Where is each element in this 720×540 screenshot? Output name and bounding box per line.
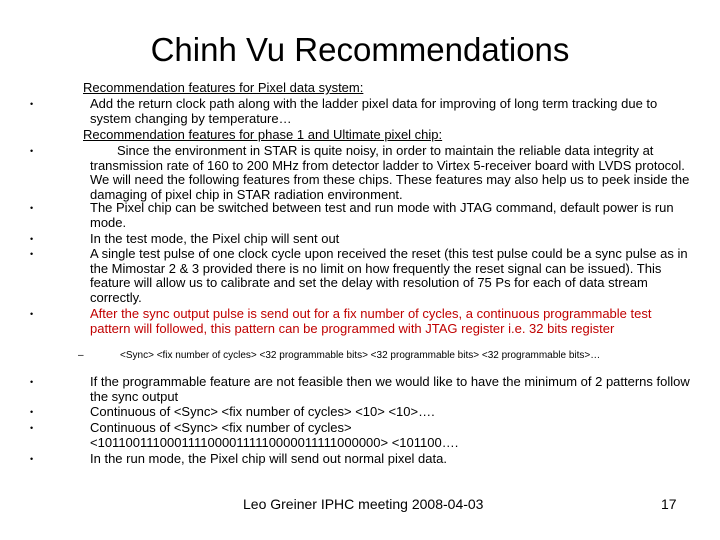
bullet-icon: • [30, 203, 34, 213]
bullet-icon: • [30, 423, 34, 433]
sub-item-text: <Sync> <fix number of cycles> <32 programmable bits> <32 programmable bits> <32 programmable bits>… [120, 350, 601, 361]
bullet-text: Continuous of <Sync> <fix number of cycles> <10110011100011110000111110000011111000000> <101100…. [90, 420, 459, 450]
bullet-icon: • [30, 249, 34, 259]
bullet-text: After the sync output pulse is send out for a fix number of cycles, a continuous programmable test pattern will followed, this pattern can be programmed with JTAG register i.e. 32 bits register [90, 306, 652, 336]
bullet-text: The Pixel chip can be switched between test and run mode with JTAG command, default power is run mode. [90, 200, 674, 230]
section-heading-phase1-chip: Recommendation features for phase 1 and Ultimate pixel chip: [83, 127, 443, 142]
dash-icon: – [78, 350, 84, 361]
bullet-icon: • [30, 309, 34, 319]
bullet-text: A single test pulse of one clock cycle upon received the reset (this test pulse could be a sync pulse as in the Mimostar 2 & 3 provided there is no limit on how frequently the reset signal can be issued). This feature will allow us to calibrate and set the delay with resolution of 75 Ps for each of data stream correctly. [90, 246, 688, 305]
bullet-text: In the run mode, the Pixel chip will send out normal pixel data. [90, 451, 447, 466]
bullet-text: Continuous of <Sync> <fix number of cycles> <10> <10>…. [90, 404, 435, 419]
bullet-icon: • [30, 454, 34, 464]
bullet-text: In the test mode, the Pixel chip will sent out [90, 231, 340, 246]
bullet-icon: • [30, 234, 34, 244]
bullet-icon: • [30, 377, 34, 387]
bullet-icon: • [30, 146, 34, 156]
footer-text: Leo Greiner IPHC meeting 2008-04-03 [243, 496, 484, 512]
bullet-text: Add the return clock path along with the ladder pixel data for improving of long term tracking due to system changing by temperature… [90, 96, 658, 126]
bullet-text: If the programmable feature are not feasible then we would like to have the minimum of 2 patterns follow the sync output [90, 374, 690, 404]
section-heading-pixel-data-system: Recommendation features for Pixel data system: [83, 80, 364, 95]
bullet-icon: • [30, 99, 34, 109]
bullet-text: Since the environment in STAR is quite noisy, in order to maintain the reliable data integrity at transmission rate of 160 to 200 MHz from detector ladder to Virtex 5-receiver board with LVDS protocol. We will need the following features from these chips. These features may also help us to peek inside the damaging of pixel chip in STAR radiation environment. [90, 143, 690, 202]
page-number: 17 [661, 496, 677, 512]
bullet-icon: • [30, 407, 34, 417]
slide-title: Chinh Vu Recommendations [150, 31, 570, 68]
